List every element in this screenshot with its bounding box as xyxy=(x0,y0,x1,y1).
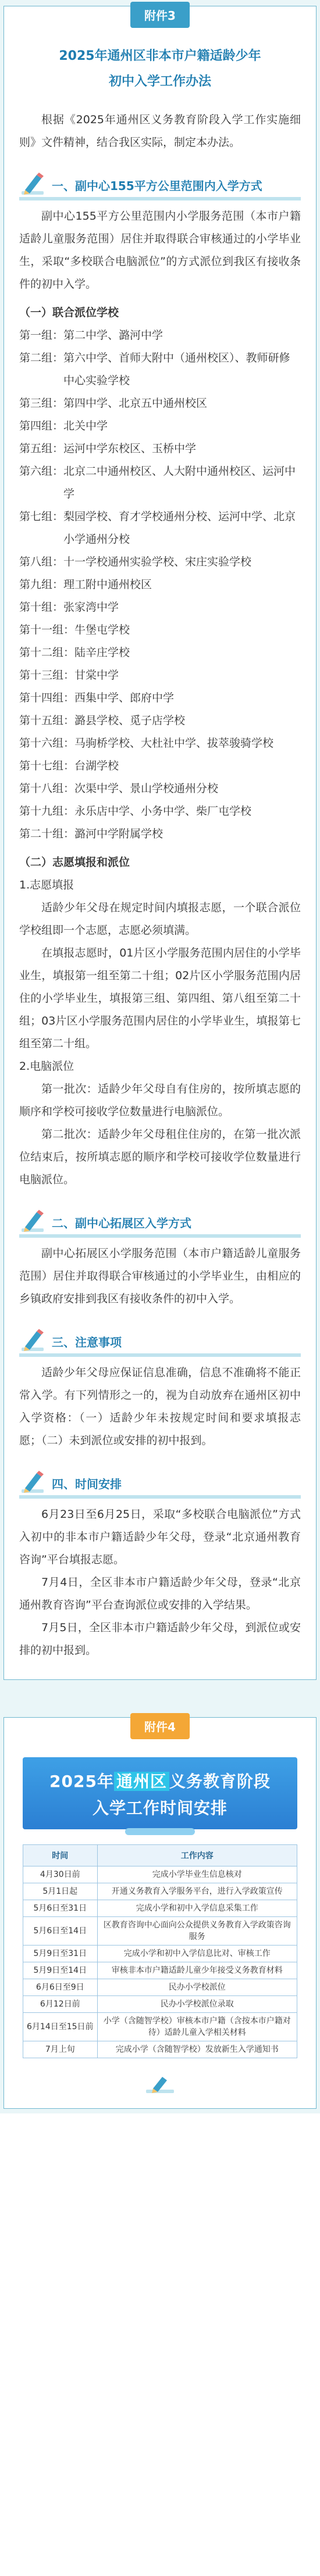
school-group-label: 第二组： xyxy=(19,352,64,364)
table-row xyxy=(23,1996,297,2013)
school-group-label: 第九组： xyxy=(19,578,64,591)
school-group-list xyxy=(19,324,301,845)
banner-ribbon xyxy=(125,1828,195,1835)
attachment-3-tab: 附件3 xyxy=(130,2,190,28)
school-group-schools: 第二中学、潞河中学 xyxy=(63,329,163,342)
school-group-row xyxy=(19,347,301,392)
table-row xyxy=(23,1900,297,1917)
item-lottery-batch-1: 第一批次：适龄少年父母自有住房的，按所填志愿的顺序和学校可接收学位数量进行电脑派位。 xyxy=(19,1083,301,1118)
school-group-row xyxy=(19,596,301,619)
school-group-row xyxy=(19,574,301,596)
cell-time: 5月6日至31日 xyxy=(23,1900,98,1917)
school-group-schools: 北京二中通州校区、人大附中通州校区、运河中学 xyxy=(63,465,296,500)
section-2-heading xyxy=(19,1209,301,1235)
subsection-application: （二）志愿填报和派位 xyxy=(19,856,130,869)
pencil-icon xyxy=(19,1209,46,1235)
school-group-label: 第十组： xyxy=(19,601,64,614)
school-group-label: 第十一组： xyxy=(19,624,75,636)
school-group-row xyxy=(19,506,301,551)
school-group-schools: 牛堡屯学校 xyxy=(74,624,130,636)
table-row xyxy=(23,1883,297,1900)
cell-time: 5月9日至31日 xyxy=(23,1946,98,1962)
school-group-label: 第十三组： xyxy=(19,669,75,682)
section-2-paragraph: 副中心拓展区小学服务范围（本市户籍适龄儿童服务范围）居住并取得联合审核通过的小学毕业生，由相应的乡镇政府安排到我区有接收条件的初中入学。 xyxy=(19,1247,301,1305)
school-group-row xyxy=(19,800,301,823)
cell-content: 完成小学毕业生信息核对 xyxy=(97,1866,297,1883)
school-group-schools: 第六中学、首师大附中（通州校区）、教师研修中心实验学校 xyxy=(63,352,290,387)
cell-time: 5月6日至14日 xyxy=(23,1917,98,1946)
banner-suffix: 义务教育阶段 xyxy=(169,1772,271,1791)
cell-content: 民办小学校派位录取 xyxy=(97,1996,297,2013)
attachment-4-frame xyxy=(3,1717,317,2109)
cell-content: 完成小学和初中入学信息比对、审核工作 xyxy=(97,1946,297,1962)
pencil-icon xyxy=(19,171,46,198)
section-2-title: 二、副中心拓展区入学方式 xyxy=(52,1216,191,1230)
cell-time: 4月30日前 xyxy=(23,1866,98,1883)
attachment-4-tab: 附件4 xyxy=(130,1713,190,1739)
school-group-schools: 梨园学校、育才学校通州分校、运河中学、北京小学通州分校 xyxy=(63,510,296,546)
school-group-row xyxy=(19,551,301,574)
school-group-schools: 马驹桥学校、大杜社中学、拔萃骏骑学校 xyxy=(74,737,274,750)
cell-content: 完成小学（含随智学校）发放新生入学通知书 xyxy=(97,2041,297,2058)
school-group-label: 第七组： xyxy=(19,510,64,523)
school-group-label: 第二十组： xyxy=(19,827,75,840)
school-group-row xyxy=(19,710,301,732)
table-header-row xyxy=(23,1845,297,1866)
school-group-label: 第四组： xyxy=(19,420,64,432)
school-group-schools: 潞县学校、觅子店学校 xyxy=(74,714,186,727)
cell-content: 区教育咨询中心面向公众提供义务教育入学政策咨询服务 xyxy=(97,1917,297,1946)
item-application-title: 1.志愿填报 xyxy=(19,879,74,891)
cell-time: 6月12日前 xyxy=(23,1996,98,2013)
school-group-row xyxy=(19,823,301,845)
school-group-label: 第六组： xyxy=(19,465,64,478)
cell-content: 完成小学和初中入学信息采集工作 xyxy=(97,1900,297,1917)
banner-highlight: 通州区 xyxy=(114,1772,169,1791)
section-underline xyxy=(19,1495,301,1499)
school-group-schools: 西集中学、郎府中学 xyxy=(74,692,175,704)
school-group-row xyxy=(19,392,301,415)
school-group-row xyxy=(19,687,301,710)
schedule-table xyxy=(23,1844,297,2058)
table-row xyxy=(23,1979,297,1996)
cell-content: 开通义务教育入学服务平台，进行入学政策宣传 xyxy=(97,1883,297,1900)
school-group-row xyxy=(19,732,301,755)
schedule-paragraph-2: 7月4日，全区非本市户籍适龄少年父母，登录“北京通州教育咨询”平台查询派位或安排的入学结果。 xyxy=(19,1576,301,1611)
pencil-icon xyxy=(19,1328,46,1355)
cell-time: 6月14日至15日前 xyxy=(23,2013,98,2041)
school-group-schools: 张家湾中学 xyxy=(63,601,119,614)
school-group-label: 第十七组： xyxy=(19,759,75,772)
attachment-3-body xyxy=(4,106,316,1679)
section-3-paragraph: 适龄少年父母应保证信息准确，信息不准确将不能正常入学。有下列情形之一的，视为自动放弃在通州区初中入学资格：（一）适龄少年未按规定时间和要求填报志愿；（二）未到派位或安排的初中报到。 xyxy=(19,1366,301,1447)
table-row xyxy=(23,1866,297,1883)
schedule-table-body xyxy=(23,1866,297,2058)
attachment-3-frame xyxy=(3,6,317,1680)
section-3-heading xyxy=(19,1328,301,1355)
school-group-schools: 第四中学、北京五中通州校区 xyxy=(63,397,208,410)
title-line-1: 2025年通州区非本市户籍适龄少年 xyxy=(59,49,261,63)
cell-content: 审核非本市户籍适龄儿童少年接受义务教育材料 xyxy=(97,1962,297,1979)
section-underline xyxy=(19,1234,301,1238)
table-row xyxy=(23,1917,297,1946)
school-group-label: 第十四组： xyxy=(19,692,75,704)
school-group-schools: 运河中学东校区、玉桥中学 xyxy=(63,442,197,455)
school-group-row xyxy=(19,619,301,642)
banner-line-2: 入学工作时间安排 xyxy=(92,1798,227,1818)
cell-time: 6月6日至9日 xyxy=(23,1979,98,1996)
section-1-heading xyxy=(19,171,301,198)
intro-paragraph: 根据《2025年通州区义务教育阶段入学工作实施细则》文件精神，结合我区实际，制定本办法。 xyxy=(19,113,301,149)
header-content: 工作内容 xyxy=(97,1845,297,1866)
school-group-schools: 永乐店中学、小务中学、柴厂屯学校 xyxy=(74,805,252,818)
schedule-paragraph-3: 7月5日，全区非本市户籍适龄少年父母，到派位或安排的初中报到。 xyxy=(19,1621,301,1657)
pencil-icon xyxy=(19,1470,46,1496)
section-3-title: 三、注意事项 xyxy=(52,1335,122,1349)
school-group-schools: 陆辛庄学校 xyxy=(74,646,130,659)
school-group-row xyxy=(19,755,301,778)
pencil-icon xyxy=(143,2073,177,2097)
school-group-schools: 次渠中学、景山学校通州分校 xyxy=(74,782,219,795)
school-group-schools: 潞河中学附属学校 xyxy=(74,827,163,840)
section-underline xyxy=(19,197,301,200)
table-row xyxy=(23,1946,297,1962)
school-group-label: 第八组： xyxy=(19,556,64,568)
school-group-schools: 台湖学校 xyxy=(74,759,119,772)
school-group-schools: 十一学校通州实验学校、宋庄实验学校 xyxy=(63,556,252,568)
section-4-heading xyxy=(19,1470,301,1496)
cell-time: 5月1日起 xyxy=(23,1883,98,1900)
school-group-label: 第五组： xyxy=(19,442,64,455)
schedule-banner xyxy=(23,1757,297,1829)
school-group-label: 第三组： xyxy=(19,397,64,410)
schedule-paragraph-1: 6月23日至6月25日，采取“多校联合电脑派位”方式入初中的非本市户籍适龄少年父母，登录“北京通州教育咨询”平台填报志愿。 xyxy=(19,1508,301,1566)
school-group-row xyxy=(19,778,301,800)
item-lottery-batch-2: 第二批次：适龄少年父母租住住房的，在第一批次派位结束后，按所填志愿的顺序和学校可接收学位数量进行电脑派位。 xyxy=(19,1128,301,1186)
school-group-label: 第十八组： xyxy=(19,782,75,795)
cell-time: 5月9日至14日 xyxy=(23,1962,98,1979)
school-group-row xyxy=(19,438,301,460)
bottom-decoration xyxy=(4,2070,316,2108)
school-group-label: 第十二组： xyxy=(19,646,75,659)
school-group-row xyxy=(19,642,301,664)
section-1-paragraph: 副中心155平方公里范围内小学服务范围（本市户籍适龄儿童服务范围）居住并取得联合审核通过的小学毕业生，采取“多校联合电脑派位”的方式派位到我区有接收条件的初中入学。 xyxy=(19,210,301,291)
banner-prefix: 2025年 xyxy=(49,1772,114,1791)
school-group-row xyxy=(19,415,301,438)
school-group-row xyxy=(19,324,301,347)
section-underline xyxy=(19,1353,301,1357)
school-group-label: 第十五组： xyxy=(19,714,75,727)
item-lottery-title: 2.电脑派位 xyxy=(19,1060,74,1073)
school-group-row xyxy=(19,460,301,506)
cell-time: 7月上旬 xyxy=(23,2041,98,2058)
table-row xyxy=(23,1962,297,1979)
subsection-joint-schools: （一）联合派位学校 xyxy=(19,306,119,319)
school-group-schools: 甘棠中学 xyxy=(74,669,119,682)
item-application-text: 适龄少年父母在规定时间内填报志愿，一个联合派位学校组即一个志愿，志愿必须填满。 xyxy=(19,901,301,937)
item-application-zones: 在填报志愿时，01片区小学服务范围内居住的小学毕业生，填报第一组至第二十组；02片区小学服务范围内居住的小学毕业生，填报第三组、第四组、第八组至第二十组；03片区小学服务范围内居住的小学毕业生，填报第七组至第二十组。 xyxy=(19,947,301,1050)
cell-content: 小学（含随智学校）审核本市户籍（含按本市户籍对待）适龄儿童入学相关材料 xyxy=(97,2013,297,2041)
school-group-label: 第一组： xyxy=(19,329,64,342)
section-1-title: 一、副中心155平方公里范围内入学方式 xyxy=(52,178,262,193)
table-row xyxy=(23,2013,297,2041)
school-group-label: 第十六组： xyxy=(19,737,75,750)
table-row xyxy=(23,2041,297,2058)
section-4-title: 四、时间安排 xyxy=(52,1477,122,1491)
school-group-label: 第十九组： xyxy=(19,805,75,818)
header-time: 时间 xyxy=(23,1845,98,1866)
school-group-row xyxy=(19,664,301,687)
title-line-2: 初中入学工作办法 xyxy=(108,74,211,89)
school-group-schools: 北关中学 xyxy=(63,420,108,432)
banner-line-1 xyxy=(29,1769,291,1792)
school-group-schools: 理工附中通州校区 xyxy=(63,578,152,591)
cell-content: 民办小学校派位 xyxy=(97,1979,297,1996)
